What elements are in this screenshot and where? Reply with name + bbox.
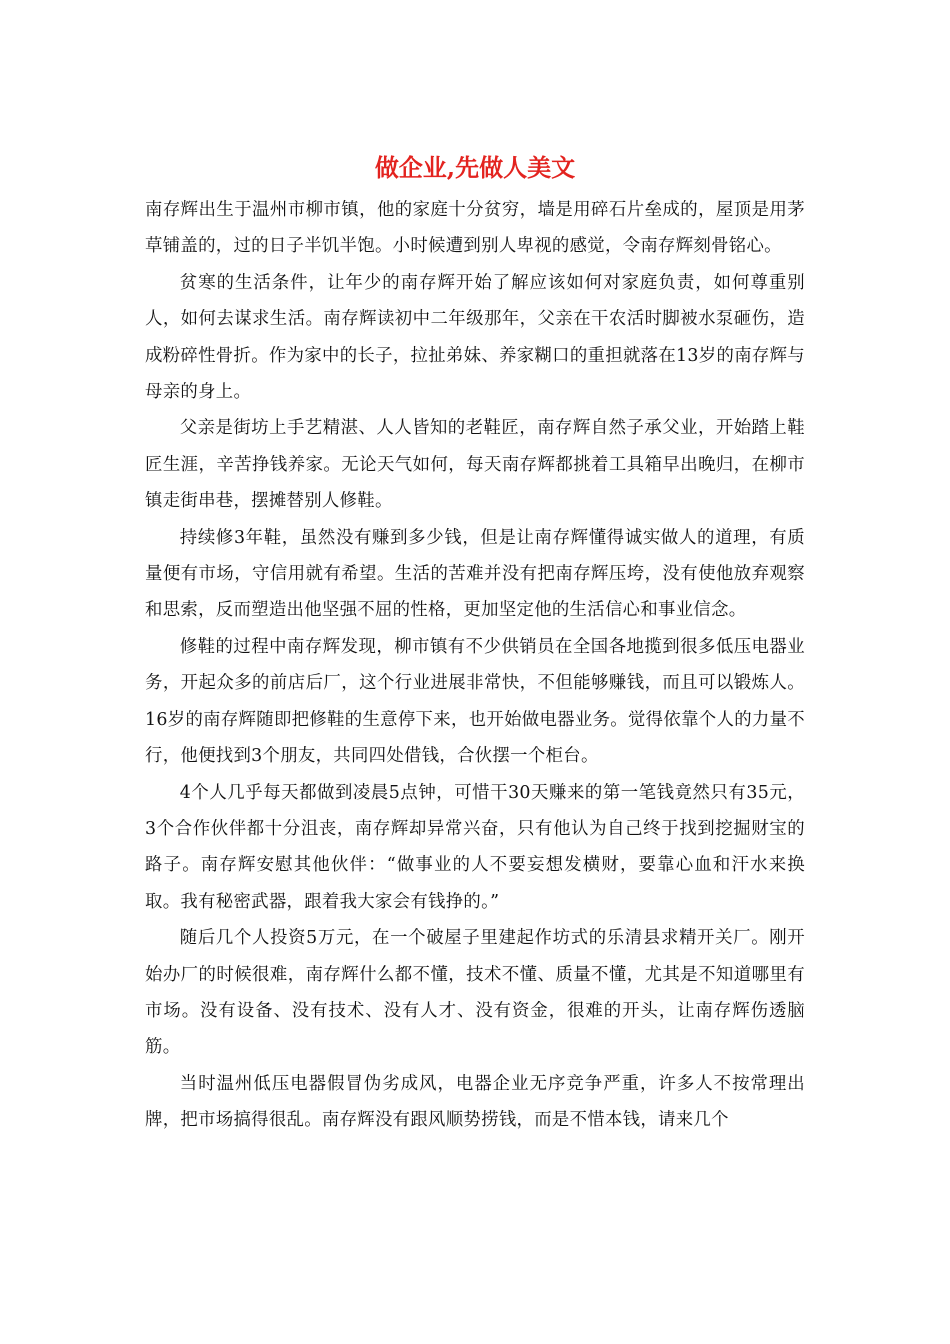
document-body <box>145 192 805 1139</box>
paragraph-3: 父亲是街坊上手艺精湛、人人皆知的老鞋匠，南存辉自然子承父业，开始踏上鞋匠生涯，辛苦挣钱养家。无论天气如何，每天南存辉都挑着工具箱早出晚归，在柳市镇走街串巷，摆摊替别人修鞋。 <box>145 418 805 512</box>
paragraph-5: 修鞋的过程中南存辉发现，柳市镇有不少供销员在全国各地揽到很多低压电器业务，开起众多的前店后厂，这个行业进展非常快，不但能够赚钱，而且可以锻炼人。16岁的南存辉随即把修鞋的生意停下来，也开始做电器业务。觉得依靠个人的力量不行，他便找到3个朋友，共同四处借钱，合伙摆一个柜台。 <box>145 636 805 767</box>
paragraph-1: 南存辉出生于温州市柳市镇，他的家庭十分贫穷，墙是用碎石片垒成的，屋顶是用茅草铺盖的，过的日子半饥半饱。小时候遭到别人卑视的感觉，令南存辉刻骨铭心。 <box>145 200 805 257</box>
paragraph-2: 贫寒的生活条件，让年少的南存辉开始了解应该如何对家庭负责，如何尊重别人，如何去谋求生活。南存辉读初中二年级那年，父亲在干农活时脚被水泵砸伤，造成粉碎性骨折。作为家中的长子，拉扯弟妹、养家糊口的重担就落在13岁的南存辉与母亲的身上。 <box>145 272 805 403</box>
document-title: 做企业,先做人美文 <box>374 153 576 182</box>
paragraph-4: 持续修3年鞋，虽然没有赚到多少钱，但是让南存辉懂得诚实做人的道理，有质量便有市场，守信用就有希望。生活的苦难并没有把南存辉压垮，没有使他放弃观察和思索，反而塑造出他坚强不屈的性格，更加坚定他的生活信心和事业信念。 <box>145 527 805 621</box>
paragraph-8: 当时温州低压电器假冒伪劣成风，电器企业无序竞争严重，许多人不按常理出牌，把市场搞得很乱。南存辉没有跟风顺势捞钱，而是不惜本钱，请来几个 <box>145 1073 805 1131</box>
paragraph-7: 随后几个人投资5万元，在一个破屋子里建起作坊式的乐清县求精开关厂。刚开始办厂的时候很难，南存辉什么都不懂，技术不懂、质量不懂，尤其是不知道哪里有市场。没有设备、没有技术、没有人才、没有资金，很难的开头，让南存辉伤透脑筋。 <box>145 928 805 1058</box>
paragraph-6: 4个人几乎每天都做到凌晨5点钟，可惜干30天赚来的第一笔钱竟然只有35元，3个合作伙伴都十分沮丧，南存辉却异常兴奋，只有他认为自己终于找到挖掘财宝的路子。南存辉安慰其他伙伴：“做事业的人不要妄想发横财，要靠心血和汗水来换取。我有秘密武器，跟着我大家会有钱挣的。” <box>145 782 805 912</box>
